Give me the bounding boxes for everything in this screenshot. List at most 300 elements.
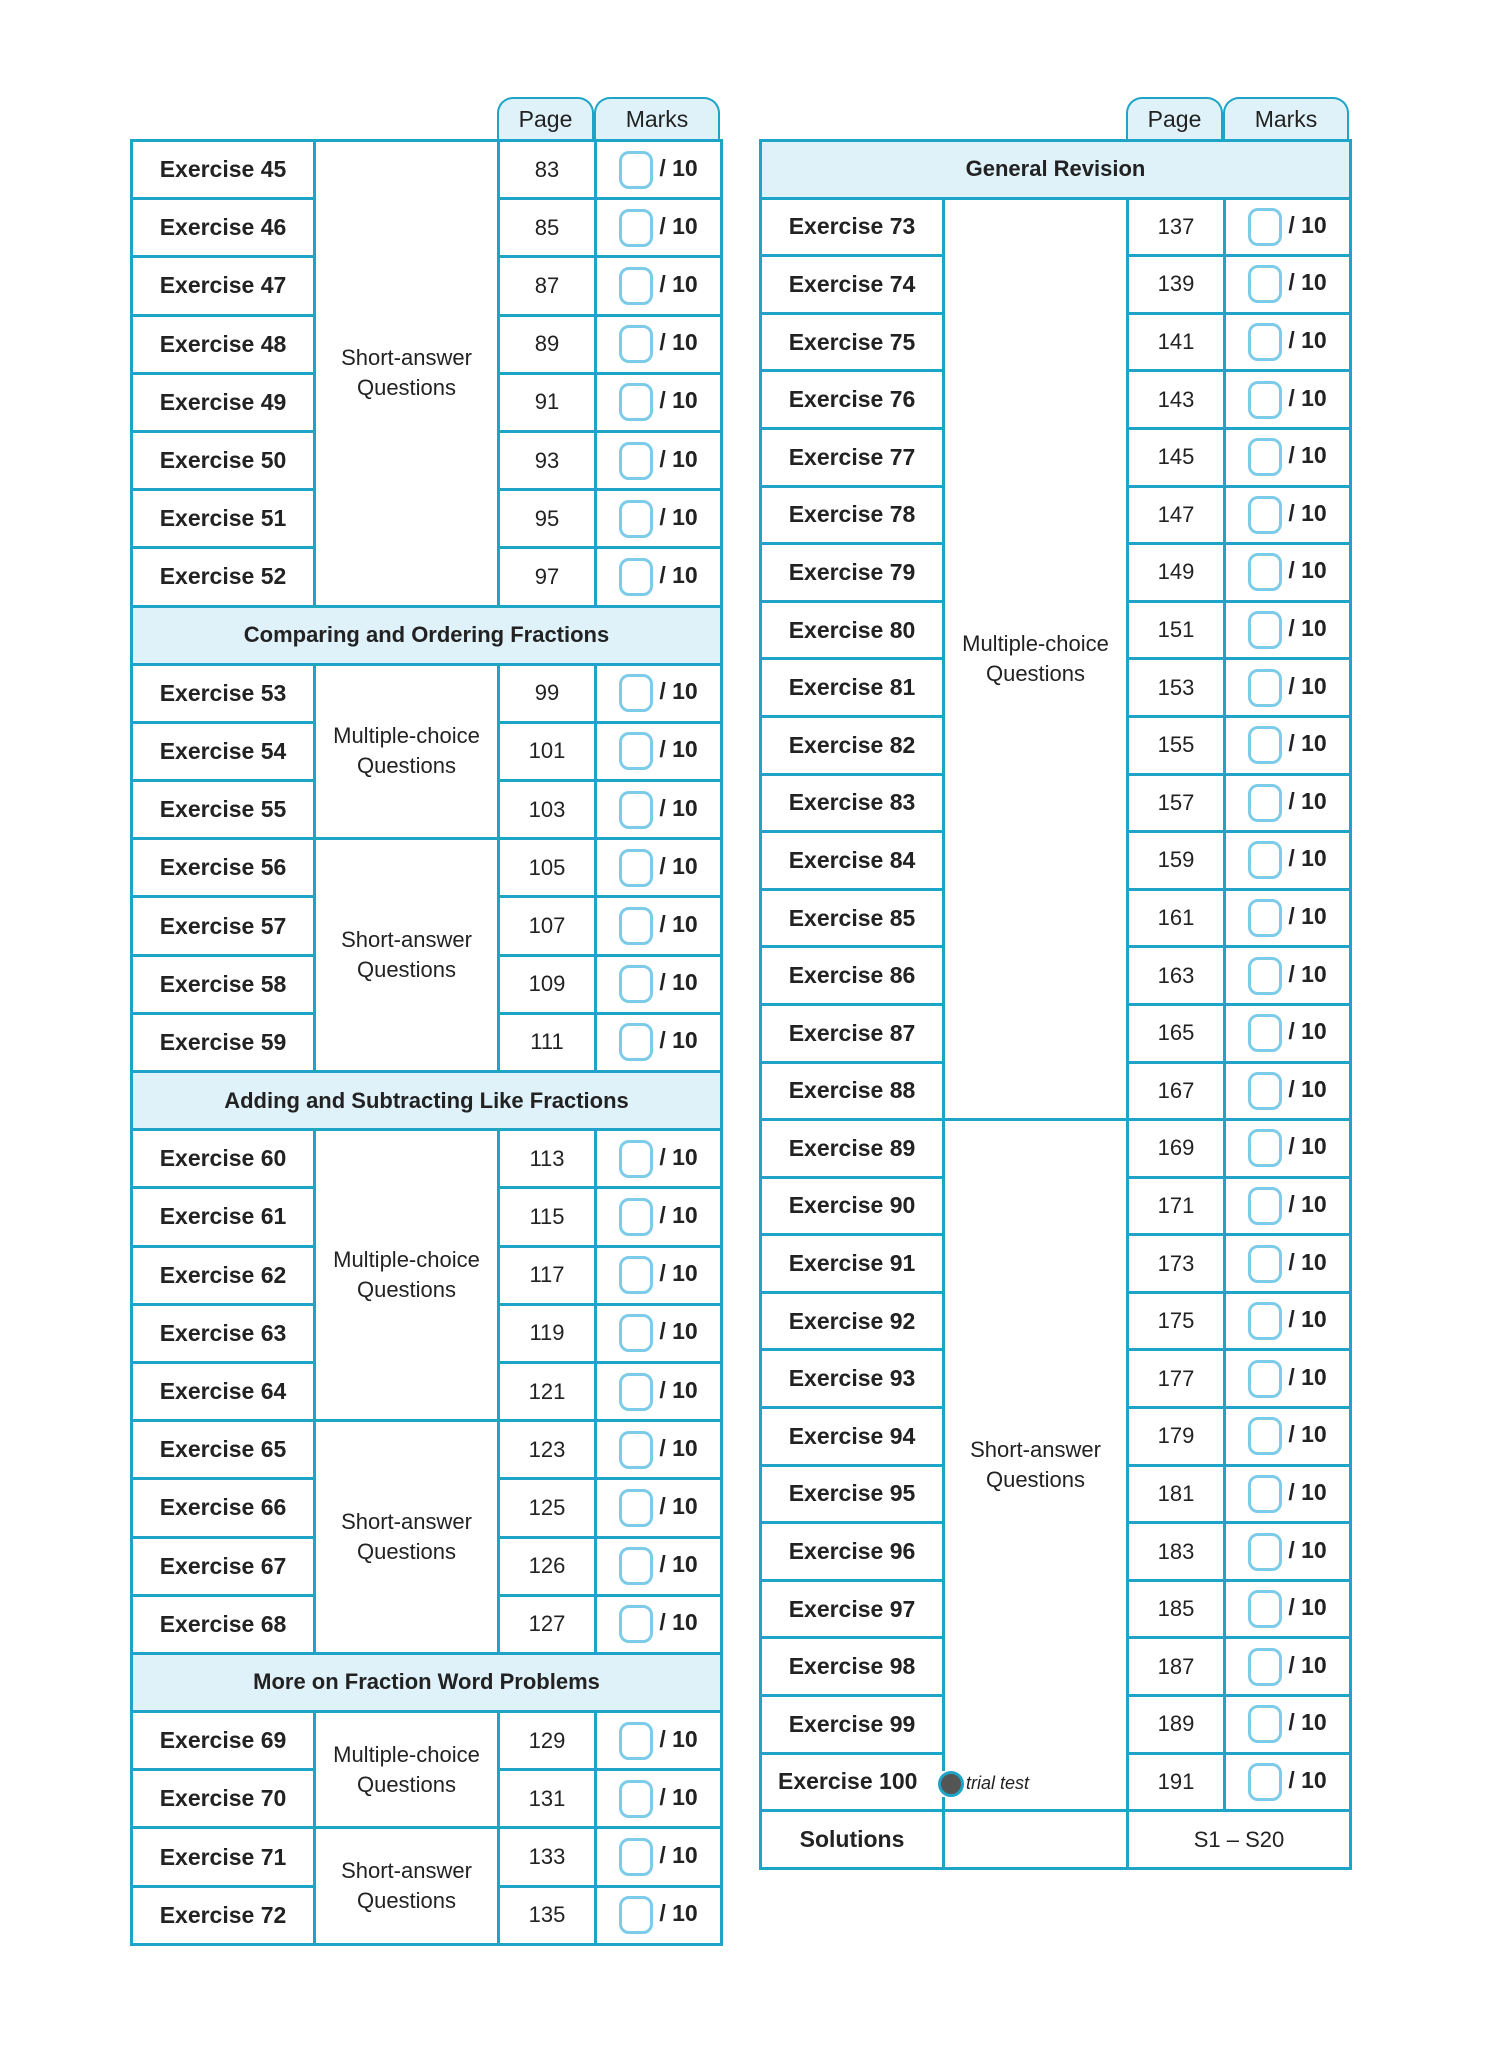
marks-input-box[interactable] — [619, 383, 653, 421]
marks-input-box[interactable] — [619, 1489, 653, 1527]
exercise-name — [132, 1712, 315, 1770]
marks-cell — [596, 1362, 722, 1420]
exercise-name — [132, 257, 315, 315]
page-number: 126 — [499, 1537, 596, 1595]
exercise-name — [132, 1362, 315, 1420]
marks-input-box[interactable] — [1248, 669, 1282, 707]
marks-cell — [1225, 1408, 1351, 1466]
exercise-name — [132, 955, 315, 1013]
page-number: 177 — [1128, 1350, 1225, 1408]
page-number: 185 — [1128, 1580, 1225, 1638]
marks-input-box[interactable] — [1248, 1014, 1282, 1052]
exercise-name-text: Exercise 90 — [788, 1192, 916, 1219]
page-number: 117 — [499, 1246, 596, 1304]
marks-input-box[interactable] — [1248, 899, 1282, 937]
exercise-name — [132, 141, 315, 199]
marks-cell — [1225, 1580, 1351, 1638]
page-number: 113 — [499, 1130, 596, 1188]
marks-total: / 10 — [659, 445, 698, 472]
marks-total: / 10 — [659, 1725, 698, 1752]
marks-cell — [596, 1013, 722, 1071]
trial-test-icon — [938, 1771, 964, 1797]
marks-input-box[interactable] — [1248, 1648, 1282, 1686]
section-heading-row — [132, 1072, 722, 1130]
exercise-name-text: Exercise 94 — [788, 1422, 916, 1449]
marks-cell — [596, 1537, 722, 1595]
page-number: 153 — [1128, 659, 1225, 717]
marks-input-box[interactable] — [619, 151, 653, 189]
right-contents-table — [759, 139, 1352, 1870]
marks-input-box[interactable] — [1248, 1245, 1282, 1283]
marks-cell — [1225, 1120, 1351, 1178]
marks-cell — [1225, 1235, 1351, 1293]
marks-input-box[interactable] — [619, 500, 653, 538]
page-number: 143 — [1128, 371, 1225, 429]
marks-total: / 10 — [1288, 672, 1327, 699]
marks-input-box[interactable] — [1248, 726, 1282, 764]
marks-total: / 10 — [659, 1551, 698, 1578]
exercise-name-text: Exercise 47 — [159, 272, 287, 299]
exercise-name-text: Exercise 51 — [159, 505, 287, 532]
page-number: 163 — [1128, 947, 1225, 1005]
marks-input-box[interactable] — [619, 791, 653, 829]
exercise-name — [132, 722, 315, 780]
marks-input-box[interactable] — [1248, 611, 1282, 649]
marks-cell — [1225, 1696, 1351, 1754]
marks-total: / 10 — [659, 1318, 698, 1345]
section-heading-row — [132, 1653, 722, 1711]
marks-total: / 10 — [1288, 557, 1327, 584]
page-number: 171 — [1128, 1177, 1225, 1235]
exercise-name — [761, 716, 944, 774]
marks-total: / 10 — [1288, 1363, 1327, 1390]
marks-total: / 10 — [1288, 384, 1327, 411]
marks-total: / 10 — [1288, 1018, 1327, 1045]
marks-total: / 10 — [1288, 1594, 1327, 1621]
marks-total: / 10 — [1288, 1651, 1327, 1678]
solutions-pages: S1 – S20 — [1128, 1811, 1351, 1869]
marks-input-box[interactable] — [619, 209, 653, 247]
exercise-name — [761, 1062, 944, 1120]
exercise-name — [761, 1638, 944, 1696]
marks-cell — [1225, 1465, 1351, 1523]
marks-input-box[interactable] — [619, 1547, 653, 1585]
page-number: 181 — [1128, 1465, 1225, 1523]
solutions-row — [761, 1811, 1351, 1869]
question-type: Multiple-choice Questions — [315, 1130, 499, 1421]
marks-total: / 10 — [1288, 730, 1327, 757]
exercise-name — [761, 371, 944, 429]
marks-cell — [596, 1421, 722, 1479]
exercise-name — [761, 1004, 944, 1062]
exercise-name — [132, 1013, 315, 1071]
question-type: Multiple-choice Questions — [944, 198, 1128, 1120]
marks-input-box[interactable] — [1248, 553, 1282, 591]
marks-cell — [596, 781, 722, 839]
page-number: 95 — [499, 490, 596, 548]
page-number: 149 — [1128, 544, 1225, 602]
marks-cell — [596, 897, 722, 955]
exercise-name-text: Exercise 58 — [159, 970, 287, 997]
marks-header: Marks — [1223, 97, 1349, 139]
exercise-name — [132, 1246, 315, 1304]
marks-cell — [1225, 1350, 1351, 1408]
marks-cell — [1225, 256, 1351, 314]
page-number: 121 — [499, 1362, 596, 1420]
marks-cell — [596, 722, 722, 780]
marks-total: / 10 — [1288, 269, 1327, 296]
exercise-name — [761, 1523, 944, 1581]
marks-input-box[interactable] — [619, 907, 653, 945]
marks-cell — [1225, 947, 1351, 1005]
marks-total: / 10 — [1288, 1191, 1327, 1218]
left-column-headers — [497, 97, 720, 139]
marks-input-box[interactable] — [619, 325, 653, 363]
exercise-row — [132, 1828, 722, 1886]
marks-cell — [1225, 659, 1351, 717]
marks-total: / 10 — [1288, 1421, 1327, 1448]
question-type: Short-answer Questions — [315, 1421, 499, 1654]
exercise-name — [761, 1696, 944, 1754]
section-heading: Comparing and Ordering Fractions — [132, 606, 722, 664]
exercise-name-text: Exercise 68 — [159, 1610, 287, 1637]
page-number: 179 — [1128, 1408, 1225, 1466]
exercise-name — [132, 1130, 315, 1188]
exercise-name — [761, 601, 944, 659]
marks-cell — [596, 839, 722, 897]
marks-input-box[interactable] — [1248, 957, 1282, 995]
marks-total: / 10 — [659, 212, 698, 239]
exercise-name — [761, 544, 944, 602]
page-header: Page — [1126, 97, 1223, 139]
marks-input-box[interactable] — [619, 1198, 653, 1236]
marks-total: / 10 — [659, 154, 698, 181]
exercise-name-text: Exercise 52 — [159, 563, 287, 590]
marks-cell — [596, 373, 722, 431]
exercise-name — [132, 315, 315, 373]
section-heading: General Revision — [761, 141, 1351, 199]
marks-input-box[interactable] — [1248, 1360, 1282, 1398]
question-type: Multiple-choice Questions — [315, 664, 499, 839]
exercise-name — [761, 428, 944, 486]
marks-input-box[interactable] — [1248, 1533, 1282, 1571]
exercise-name — [132, 664, 315, 722]
exercise-name-text: Exercise 92 — [788, 1307, 916, 1334]
exercise-name — [761, 256, 944, 314]
page-number: 161 — [1128, 889, 1225, 947]
marks-input-box[interactable] — [1248, 1590, 1282, 1628]
exercise-name-text: Exercise 86 — [788, 962, 916, 989]
page-number: 123 — [499, 1421, 596, 1479]
exercise-row — [132, 1712, 722, 1770]
exercise-name-text: Exercise 78 — [788, 501, 916, 528]
marks-input-box[interactable] — [1248, 208, 1282, 246]
exercise-name-text: Exercise 45 — [159, 156, 287, 183]
exercise-name-text: Exercise 98 — [788, 1653, 916, 1680]
page-number: 129 — [499, 1712, 596, 1770]
page-number: 187 — [1128, 1638, 1225, 1696]
marks-input-box[interactable] — [619, 1896, 653, 1934]
marks-input-box[interactable] — [619, 442, 653, 480]
marks-cell — [1225, 832, 1351, 890]
marks-total: / 10 — [1288, 1248, 1327, 1275]
marks-cell — [1225, 716, 1351, 774]
solutions-label: Solutions — [761, 1811, 944, 1869]
exercise-name-text: Exercise 82 — [788, 731, 916, 758]
marks-total: / 10 — [1288, 211, 1327, 238]
marks-total: / 10 — [659, 1260, 698, 1287]
exercise-name — [132, 839, 315, 897]
marks-total: / 10 — [659, 794, 698, 821]
marks-input-box[interactable] — [1248, 1475, 1282, 1513]
trial-test-label: trial test — [966, 1773, 1030, 1794]
exercise-name-text: Exercise 81 — [788, 674, 916, 701]
exercise-name-text: Exercise 59 — [159, 1028, 287, 1055]
trial-test-badge — [938, 1771, 1029, 1797]
page-number: 145 — [1128, 428, 1225, 486]
exercise-name — [132, 1886, 315, 1944]
page-number: 133 — [499, 1828, 596, 1886]
exercise-name — [132, 1595, 315, 1653]
exercise-name-text: Exercise 62 — [159, 1261, 287, 1288]
marks-total: / 10 — [659, 503, 698, 530]
page-number: 135 — [499, 1886, 596, 1944]
exercise-name-text: Exercise 91 — [788, 1250, 916, 1277]
left-contents-table — [130, 139, 723, 1946]
exercise-name — [132, 1828, 315, 1886]
marks-input-box[interactable] — [619, 558, 653, 596]
marks-total: / 10 — [659, 1492, 698, 1519]
exercise-name-text: Exercise 93 — [788, 1365, 916, 1392]
marks-total: / 10 — [659, 1202, 698, 1229]
marks-cell — [1225, 198, 1351, 256]
exercise-name-text: Exercise 69 — [159, 1727, 287, 1754]
marks-cell — [1225, 1004, 1351, 1062]
exercise-name-text: Exercise 87 — [788, 1019, 916, 1046]
marks-total: / 10 — [1288, 1767, 1327, 1793]
page-number: 101 — [499, 722, 596, 780]
exercise-name — [132, 1479, 315, 1537]
exercise-name — [761, 198, 944, 256]
marks-input-box[interactable] — [1248, 381, 1282, 419]
marks-total: / 10 — [659, 1143, 698, 1170]
marks-total: / 10 — [659, 678, 698, 705]
page-number: 173 — [1128, 1235, 1225, 1293]
exercise-name-text: Exercise 76 — [788, 386, 916, 413]
exercise-name-text: Exercise 66 — [159, 1494, 287, 1521]
marks-input-box[interactable] — [1248, 1302, 1282, 1340]
right-column-headers — [1126, 97, 1349, 139]
marks-input-box[interactable] — [619, 1780, 653, 1818]
exercise-name-text: Exercise 74 — [788, 270, 916, 297]
page-number: 175 — [1128, 1292, 1225, 1350]
exercise-name-text: Exercise 56 — [159, 854, 287, 881]
exercise-name — [761, 1235, 944, 1293]
marks-total: / 10 — [1288, 1075, 1327, 1102]
page-number: 105 — [499, 839, 596, 897]
marks-input-box[interactable] — [619, 1373, 653, 1411]
marks-cell — [596, 141, 722, 199]
marks-total: / 10 — [659, 911, 698, 938]
marks-total: / 10 — [659, 1434, 698, 1461]
marks-input-box[interactable] — [1248, 1187, 1282, 1225]
marks-cell — [596, 1886, 722, 1944]
marks-cell — [1225, 1062, 1351, 1120]
exercise-name — [761, 774, 944, 832]
marks-input-box[interactable] — [619, 732, 653, 770]
marks-cell — [596, 664, 722, 722]
exercise-name — [761, 1580, 944, 1638]
marks-input-box[interactable] — [1248, 1417, 1282, 1455]
page-number: 191 — [1128, 1753, 1225, 1811]
marks-cell — [596, 955, 722, 1013]
page-number: 97 — [499, 548, 596, 606]
question-type: Short-answer Questions — [315, 839, 499, 1072]
marks-cell — [596, 1188, 722, 1246]
marks-input-box[interactable] — [1248, 265, 1282, 303]
marks-input-box[interactable] — [619, 1023, 653, 1061]
marks-total: / 10 — [659, 387, 698, 414]
marks-input-box[interactable] — [1248, 1705, 1282, 1743]
marks-total: / 10 — [1288, 1306, 1327, 1333]
marks-cell — [1225, 371, 1351, 429]
exercise-name — [132, 897, 315, 955]
exercise-name-text: Exercise 67 — [159, 1552, 287, 1579]
exercise-name-text: Exercise 80 — [788, 616, 916, 643]
exercise-name — [132, 490, 315, 548]
marks-total: / 10 — [1288, 787, 1327, 814]
exercise-name-text: Exercise 65 — [159, 1436, 287, 1463]
marks-input-box[interactable] — [619, 1256, 653, 1294]
exercise-name-text: Exercise 75 — [788, 328, 916, 355]
section-heading-row — [132, 606, 722, 664]
marks-cell — [596, 431, 722, 489]
marks-cell — [596, 1304, 722, 1362]
exercise-name — [132, 548, 315, 606]
marks-input-box[interactable] — [619, 1314, 653, 1352]
marks-input-box[interactable] — [1248, 323, 1282, 361]
marks-total: / 10 — [1288, 1133, 1327, 1160]
marks-input-box[interactable] — [1248, 438, 1282, 476]
solutions-empty-cell — [944, 1811, 1128, 1869]
marks-total: / 10 — [659, 329, 698, 356]
marks-input-box[interactable] — [619, 1722, 653, 1760]
exercise-row — [132, 664, 722, 722]
exercise-row — [132, 1130, 722, 1188]
exercise-name — [761, 313, 944, 371]
marks-input-box[interactable] — [619, 1431, 653, 1469]
marks-total: / 10 — [659, 969, 698, 996]
exercise-name-text: Exercise 83 — [788, 789, 916, 816]
exercise-row — [132, 839, 722, 897]
exercise-name-text: Exercise 57 — [159, 912, 287, 939]
page-number: 139 — [1128, 256, 1225, 314]
marks-input-box[interactable] — [619, 674, 653, 712]
exercise-name-text: Exercise 84 — [788, 846, 916, 873]
exercise-name — [761, 1350, 944, 1408]
exercise-name — [132, 1188, 315, 1246]
marks-cell — [596, 315, 722, 373]
marks-cell — [1225, 1177, 1351, 1235]
marks-cell — [596, 1246, 722, 1304]
marks-cell — [1225, 1523, 1351, 1581]
page-number: 89 — [499, 315, 596, 373]
marks-total: / 10 — [659, 1609, 698, 1636]
page-number: 151 — [1128, 601, 1225, 659]
exercise-name — [761, 947, 944, 1005]
exercise-name-text: Exercise 53 — [159, 679, 287, 706]
marks-cell — [596, 1828, 722, 1886]
marks-input-box[interactable] — [619, 267, 653, 305]
marks-cell — [1225, 889, 1351, 947]
exercise-name-text: Exercise 85 — [788, 904, 916, 931]
marks-total: / 10 — [659, 271, 698, 298]
page-number: 127 — [499, 1595, 596, 1653]
marks-input-box[interactable] — [619, 849, 653, 887]
marks-cell — [1225, 601, 1351, 659]
exercise-name-text: Exercise 97 — [788, 1595, 916, 1622]
marks-cell — [1225, 1292, 1351, 1350]
marks-cell — [1225, 1753, 1351, 1811]
marks-input-box[interactable] — [619, 1605, 653, 1643]
exercise-name — [132, 781, 315, 839]
marks-total: / 10 — [1288, 499, 1327, 526]
page-number: 99 — [499, 664, 596, 722]
marks-input-box[interactable] — [1248, 841, 1282, 879]
exercise-name-text: Exercise 79 — [788, 558, 916, 585]
exercise-name-text: Exercise 71 — [159, 1843, 287, 1870]
marks-header: Marks — [594, 97, 720, 139]
marks-total: / 10 — [659, 1376, 698, 1403]
exercise-name-text: Exercise 50 — [159, 447, 287, 474]
exercise-name-text: Exercise 95 — [788, 1480, 916, 1507]
exercise-name-text: Exercise 49 — [159, 388, 287, 415]
marks-cell — [1225, 1638, 1351, 1696]
exercise-row — [132, 141, 722, 199]
question-type: Short-answer Questions — [315, 1828, 499, 1944]
section-heading-row — [761, 141, 1351, 199]
exercise-name-text: Exercise 73 — [788, 213, 916, 240]
page-number: 159 — [1128, 832, 1225, 890]
marks-cell — [1225, 486, 1351, 544]
marks-input-box[interactable] — [1248, 496, 1282, 534]
marks-input-box[interactable] — [1248, 1072, 1282, 1110]
marks-cell — [596, 490, 722, 548]
exercise-name-text: Exercise 88 — [788, 1077, 916, 1104]
marks-input-box[interactable] — [1248, 1763, 1282, 1801]
exercise-name-text: Exercise 61 — [159, 1203, 287, 1230]
page-number: 93 — [499, 431, 596, 489]
exercise-row — [761, 1120, 1351, 1178]
marks-input-box[interactable] — [1248, 1129, 1282, 1167]
marks-cell — [596, 1130, 722, 1188]
marks-total: / 10 — [1288, 327, 1327, 354]
marks-input-box[interactable] — [619, 965, 653, 1003]
marks-total: / 10 — [1288, 1536, 1327, 1563]
exercise-row — [132, 1421, 722, 1479]
exercise-name-text: Exercise 96 — [788, 1538, 916, 1565]
exercise-name — [132, 1537, 315, 1595]
marks-input-box[interactable] — [619, 1838, 653, 1876]
page-header: Page — [497, 97, 594, 139]
page-number: 155 — [1128, 716, 1225, 774]
page-number: 103 — [499, 781, 596, 839]
marks-input-box[interactable] — [619, 1140, 653, 1178]
exercise-name-text: Exercise 54 — [159, 737, 287, 764]
marks-input-box[interactable] — [1248, 784, 1282, 822]
exercise-name-text: Exercise 46 — [159, 214, 287, 241]
page-number: 167 — [1128, 1062, 1225, 1120]
